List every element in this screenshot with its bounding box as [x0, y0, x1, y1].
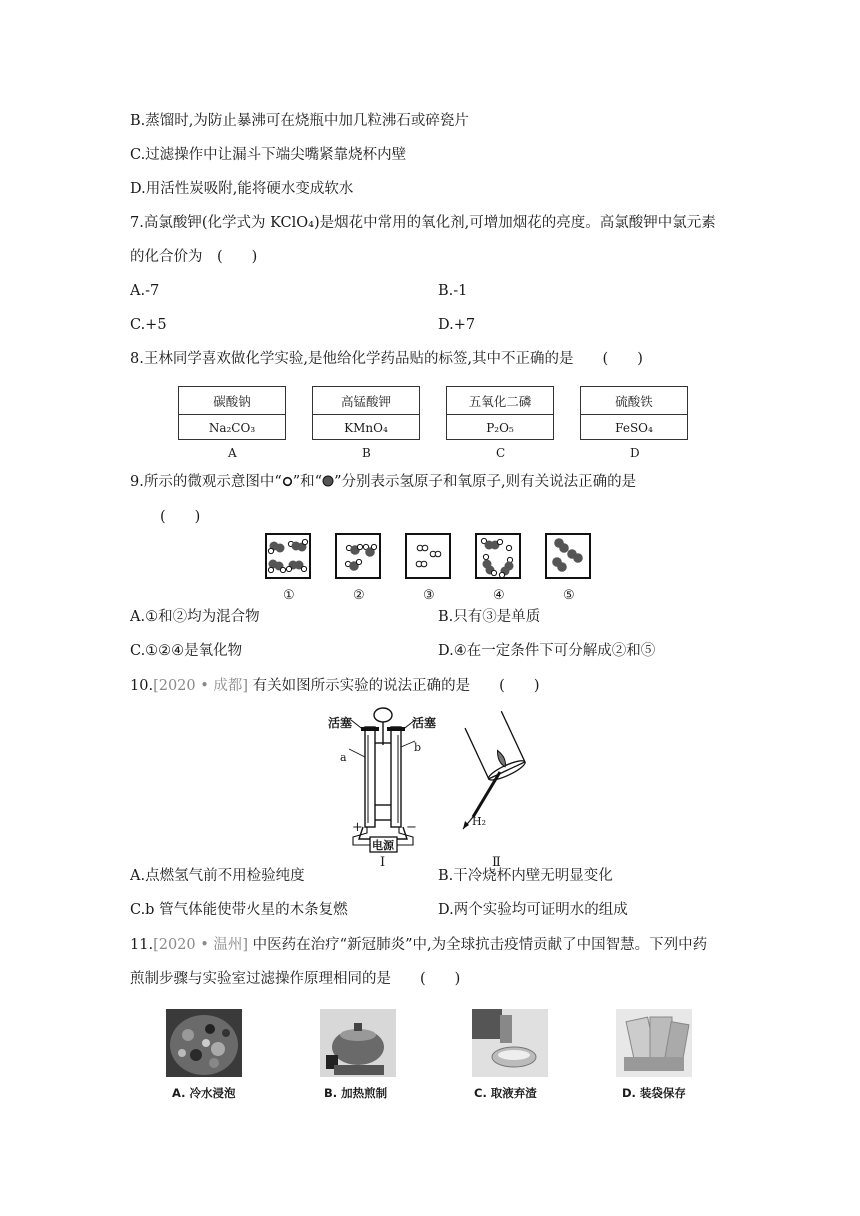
positive-terminal: +	[352, 820, 363, 835]
molecule-diagram-4	[477, 535, 519, 577]
negative-terminal: −	[406, 820, 417, 835]
reagent-formula: KMnO₄	[344, 421, 388, 435]
reagent-letter-c: C	[496, 446, 506, 460]
figure-2-label: Ⅱ	[492, 855, 501, 870]
reagent-formula: P₂O₅	[486, 421, 514, 435]
stopcock-label-left: 活塞	[328, 716, 353, 730]
molecule-diagram-2	[337, 535, 379, 577]
q10-stem	[130, 676, 539, 696]
reagent-name: 碳酸钠	[179, 387, 285, 415]
photo-caption-d: D. 装袋保存	[622, 1086, 686, 1100]
photo-caption-a: A. 冷水浸泡	[172, 1086, 236, 1100]
molecule-number-1: ①	[283, 588, 295, 603]
q9-stem-part2: ”和“	[292, 474, 323, 490]
q7-option-c: C.+5	[130, 317, 167, 333]
molecule-box-4	[475, 533, 521, 579]
molecule-number-2: ②	[353, 588, 365, 603]
molecule-box-1	[265, 533, 311, 579]
q9-option-c: C.①②④是氧化物	[130, 643, 243, 659]
molecule-number-5: ⑤	[563, 588, 575, 603]
q10-option-d: D.两个实验均可证明水的组成	[438, 902, 628, 918]
power-supply-label: 电源	[372, 839, 394, 852]
reagent-formula: Na₂CO₃	[208, 421, 256, 435]
q7-option-b: B.-1	[438, 283, 468, 299]
oxygen-atom-icon	[322, 475, 334, 487]
q9-answer-paren: ( )	[160, 509, 201, 525]
molecule-box-2	[335, 533, 381, 579]
q9-option-b: B.只有③是单质	[438, 609, 541, 625]
tube-b-label: b	[414, 741, 422, 754]
decocting-pot-photo	[320, 1009, 396, 1077]
reagent-name: 五氧化二磷	[447, 387, 553, 415]
molecule-diagram-5	[547, 535, 589, 577]
reagent-letter-a: A	[228, 446, 237, 460]
stopcock-label-right: 活塞	[412, 716, 437, 730]
reagent-name: 硫酸铁	[581, 387, 687, 415]
hydrogen-atom-icon	[282, 476, 293, 487]
q10-text: 有关如图所示实验的说法正确的是 ( )	[248, 678, 540, 694]
pouring-liquid-photo	[472, 1009, 548, 1077]
q8-stem: 8.王林同学喜欢做化学实验,是他给化学药品贴的标签,其中不正确的是 ( )	[130, 351, 643, 367]
q7-stem-line1: 7.高氯酸钾(化学式为 KClO₄)是烟花中常用的氧化剂,可增加烟花的亮度。高氯酸钾中氯元素	[130, 215, 716, 231]
reagent-name: 高锰酸钾	[313, 387, 419, 415]
q7-stem-line2: 的化合价为 ( )	[130, 249, 258, 265]
reagent-label-d	[580, 386, 688, 440]
molecule-diagram-1	[267, 535, 309, 577]
q11-source: [2020 • 温州]	[153, 937, 249, 953]
q10-option-b: B.干冷烧杯内壁无明显变化	[438, 868, 613, 884]
q6-option-d: D.用活性炭吸附,能将硬水变成软水	[130, 181, 354, 197]
molecule-box-5	[545, 533, 591, 579]
molecule-diagram-3	[407, 535, 449, 577]
reagent-label-b	[312, 386, 420, 440]
q6-option-c: C.过滤操作中让漏斗下端尖嘴紧靠烧杯内壁	[130, 147, 407, 163]
q10-source: [2020 • 成都]	[153, 678, 249, 694]
hydrogen-label: H₂	[472, 815, 487, 828]
q6-option-b: B.蒸馏时,为防止暴沸可在烧瓶中加几粒沸石或碎瓷片	[130, 113, 469, 129]
reagent-label-c	[446, 386, 554, 440]
q9-stem-part3: ”分别表示氢原子和氧原子,则有关说法正确的是	[334, 474, 637, 490]
q10-option-c: C.b 管气体能使带火星的木条复燃	[130, 902, 348, 918]
molecule-number-4: ④	[493, 588, 505, 603]
reagent-letter-b: B	[362, 446, 371, 460]
reagent-formula: FeSO₄	[615, 421, 653, 435]
reagent-label-a	[178, 386, 286, 440]
figure-1-label: Ⅰ	[380, 855, 386, 870]
q10-number: 10.	[130, 678, 154, 694]
q11-number: 11.	[130, 937, 154, 953]
q7-option-d: D.+7	[438, 317, 476, 333]
q11-stem-line1	[130, 935, 707, 955]
photo-caption-c: C. 取液弃渣	[474, 1086, 537, 1100]
tube-a-label: a	[340, 751, 347, 764]
q7-option-a: A.-7	[130, 283, 160, 299]
photo-caption-b: B. 加热煎制	[324, 1086, 388, 1100]
q9-stem	[130, 472, 636, 492]
reagent-letter-d: D	[630, 446, 640, 460]
molecule-number-3: ③	[423, 588, 435, 603]
q11-stem-line2: 煎制步骤与实验室过滤操作原理相同的是 ( )	[130, 971, 461, 987]
bagged-medicine-photo	[616, 1009, 692, 1077]
q9-stem-part1: 9.所示的微观示意图中“	[130, 474, 282, 490]
q10-option-a: A.点燃氢气前不用检验纯度	[130, 868, 305, 884]
molecule-box-3	[405, 533, 451, 579]
q11-text: 中医药在治疗“新冠肺炎”中,为全球抗击疫情贡献了中国智慧。下列中药	[248, 937, 708, 953]
q9-option-d: D.④在一定条件下可分解成②和⑤	[438, 643, 656, 659]
q9-option-a: A.①和②均为混合物	[130, 609, 260, 625]
soaking-herbs-photo	[166, 1009, 242, 1077]
